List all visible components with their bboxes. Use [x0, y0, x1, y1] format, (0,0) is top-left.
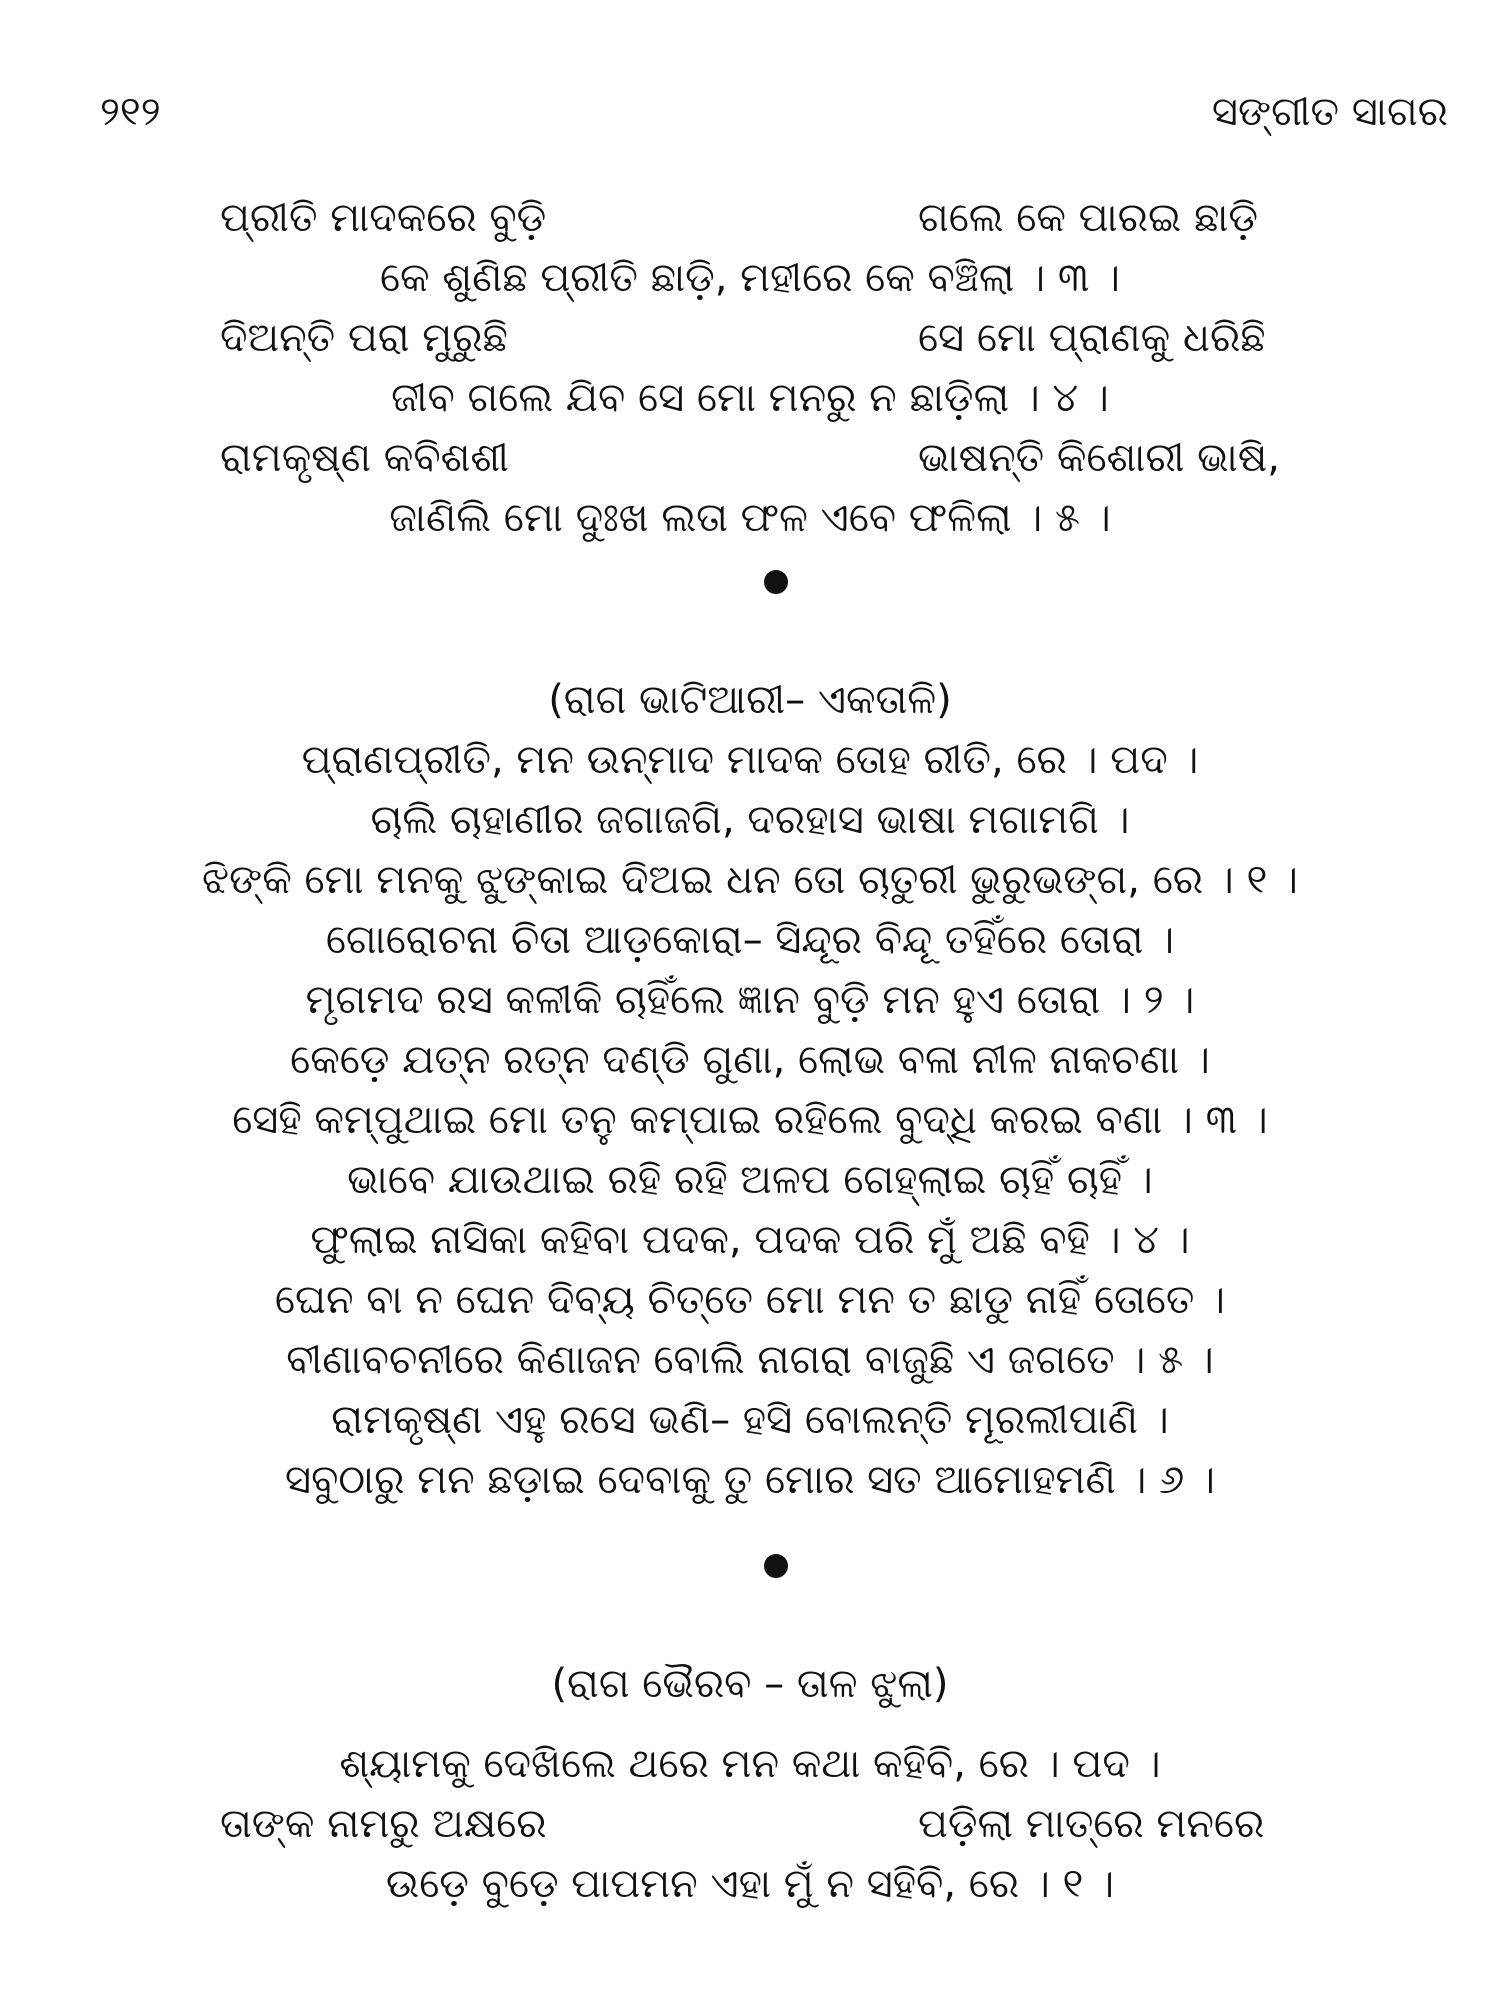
book-title: ସଙ୍ଗୀତ ସାଗର — [1211, 89, 1448, 135]
verse-line-left: ପ୍ରୀତି ମାଦକରେ ବୁଡ଼ି — [220, 195, 547, 241]
verse-line: ଫୁଲାଇ ନାସିକା କହିବା ପଦକ, ପଦକ ପରି ମୁଁ ଅଛି ବହି । ୪ । — [310, 1217, 1190, 1263]
section-title-raga-bhatiari: (ରାଗ ଭାଟିଆରୀ– ଏକତାଳି) — [548, 677, 952, 723]
verse-line: ସେହି କମ୍ପୁଥାଇ ମୋ ତନୁ କମ୍ପାଇ ରହିଲେ ବୁଦ୍ଧି କରଇ ବଣା । ୩ । — [232, 1097, 1268, 1143]
verse-line: ଜାଣିଲି ମୋ ଦୁଃଖ ଲତା ଫଳ ଏବେ ଫଳିଲା । ୫ । — [389, 495, 1111, 541]
verse-line: ଶ୍ୟାମକୁ ଦେଖିଲେ ଥରେ ମନ କଥା କହିବି, ରେ । ପଦ । — [339, 1741, 1161, 1787]
verse-line: ଝିଙ୍କି ମୋ ମନକୁ ଝୁଙ୍କାଇ ଦିଅଇ ଧନ ତୋ ଚାତୁରୀ ଭୁରୁଭଙ୍ଗ, ରେ । ୧ । — [201, 857, 1299, 903]
verse-line: ଗୋରୋଚନା ଚିତା ଆଡ଼କୋରା– ସିନ୍ଦୂର ବିନ୍ଦୂ ତହିଁରେ ତୋରା । — [325, 917, 1175, 963]
verse-line: ଘେନ ବା ନ ଘେନ ଦିବ୍ୟ ଚିତ୍ତେ ମୋ ମନ ତ ଛାଡୁ ନାହିଁ ତୋତେ । — [274, 1277, 1226, 1323]
section-divider-bullet — [764, 570, 788, 594]
verse-line-right: ପଡ଼ିଲା ମାତ୍ରେ ମନରେ — [918, 1801, 1265, 1847]
verse-line: ଜୀବ ଗଲେ ଯିବ ସେ ମୋ ମନରୁ ନ ଛାଡ଼ିଲା । ୪ । — [391, 375, 1109, 421]
verse-line: ଭାବେ ଯାଉଥାଇ ରହି ରହି ଅଳପ ଗେହ୍ଲାଇ ଚାହିଁ ଚାହିଁ । — [347, 1157, 1153, 1203]
verse-line-right: ସେ ମୋ ପ୍ରାଣକୁ ଧରିଛି — [918, 315, 1266, 361]
verse-line-left: ରାମକୃଷ୍ଣ କବିଶଶୀ — [220, 435, 509, 481]
verse-line: ସବୁଠାରୁ ମନ ଛଡ଼ାଇ ଦେବାକୁ ତୁ ମୋର ସତ ଆମୋହମଣି । ୬ । — [285, 1457, 1215, 1503]
verse-line: ଉଡ଼େ ବୁଡ଼େ ପାପମନ ଏହା ମୁଁ ନ ସହିବି, ରେ । ୧ । — [385, 1861, 1115, 1907]
verse-line-right: ଗଲେ କେ ପାରଇ ଛାଡ଼ି — [918, 195, 1259, 241]
verse-line-left: ତାଙ୍କ ନାମରୁ ଅକ୍ଷରେ — [220, 1801, 547, 1847]
page-number: ୨୧୨ — [100, 89, 161, 135]
verse-line-right: ଭାଷନ୍ତି କିଶୋରୀ ଭାଷି, — [918, 435, 1280, 481]
verse-line: ବୀଣାବଚନୀରେ କିଣାଜନ ବୋଲି ନାଗରା ବାଜୁଛି ଏ ଜଗତେ । ୫ । — [286, 1337, 1214, 1383]
verse-line: କେଡ଼େ ଯତ୍ନ ରତ୍ନ ଦଣ୍ଡି ଗୁଣା, ଲୋଭ ବଳା ନୀଳ ନାକଚଣା । — [290, 1037, 1210, 1083]
verse-line-left: ଦିଅନ୍ତି ପରା ମୁରୁଛି — [220, 315, 508, 361]
verse-line: ମୃଗମଦ ରସ କଳୀକି ଚାହିଁଲେ ଜ୍ଞାନ ବୁଡ଼ି ମନ ହୁଏ ତୋରା । ୨ । — [305, 977, 1195, 1023]
verse-line: ଚାଲି ଚାହାଣୀର ଜଗାଜଗି, ଦରହାସ ଭାଷା ମଗାମଗି । — [370, 797, 1130, 843]
verse-line: କେ ଶୁଣିଛ ପ୍ରୀତି ଛାଡ଼ି, ମହୀରେ କେ ବଞ୍ଚିଲା । ୩ । — [380, 255, 1120, 301]
section-title-raga-bhairava: (ରାଗ ଭୈରବ – ତାଳ ଝୁଲା) — [551, 1661, 949, 1707]
verse-line: ରାମକୃଷ୍ଣ ଏହୁ ରସେ ଭଣି– ହସି ବୋଲନ୍ତି ମୂରଲୀପାଣି । — [331, 1397, 1169, 1443]
section-divider-bullet — [764, 1554, 788, 1578]
verse-line: ପ୍ରାଣପ୍ରୀତି, ମନ ଉନ୍ମାଦ ମାଦକ ତୋହ ରୀତି, ରେ । ପଦ । — [301, 737, 1199, 783]
